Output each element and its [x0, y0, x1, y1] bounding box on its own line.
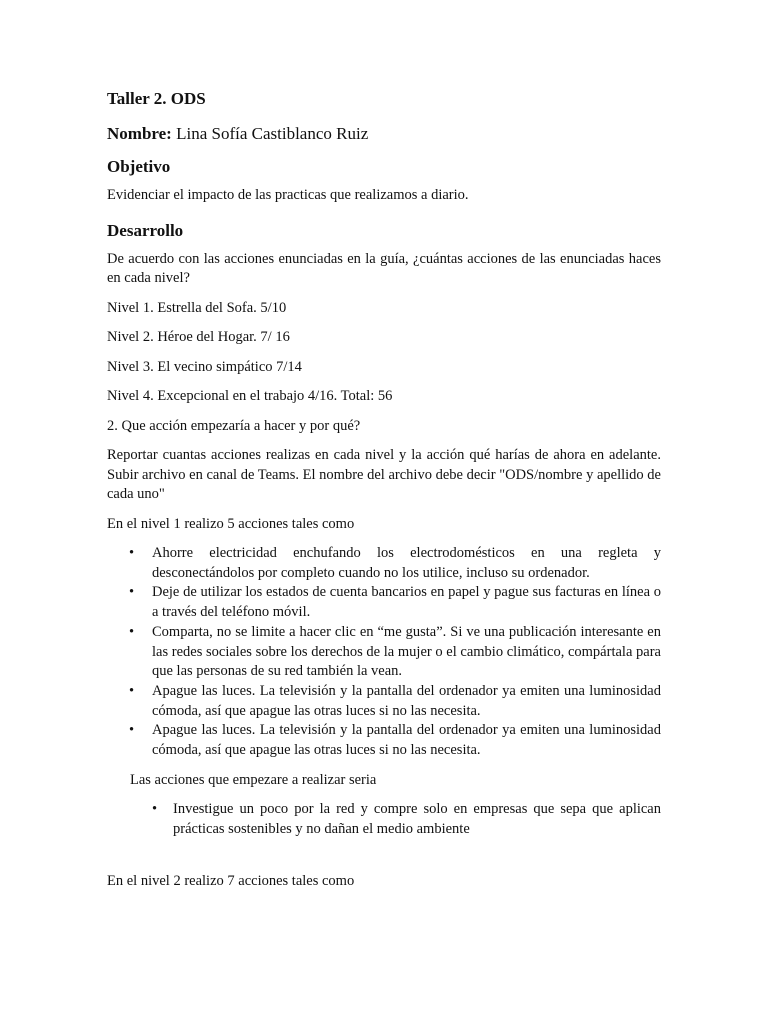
document-title: Taller 2. ODS	[107, 89, 206, 108]
name-value: Lina Sofía Castiblanco Ruiz	[176, 124, 369, 143]
list-item	[107, 721, 661, 760]
level1-action-list	[107, 544, 661, 761]
bullet-icon: •	[152, 801, 158, 818]
objective-text: Evidenciar el impacto de las practicas que realizamos a diario.	[107, 187, 469, 203]
list-item-text: Apague las luces. La televisión y la pantalla del ordenador ya emiten una luminosidad cómoda, así que apague las otras luces si no las necesita.	[152, 722, 661, 759]
question-1: De acuerdo con las acciones enunciadas en la guía, ¿cuántas acciones de las enunciadas haces en cada nivel?	[107, 250, 661, 286]
level-line-2: Nivel 2. Héroe del Hogar. 7/ 16	[107, 329, 290, 345]
student-name-line	[107, 123, 661, 145]
new-action-list	[107, 800, 661, 839]
objective-heading: Objetivo	[107, 157, 171, 176]
document-page	[107, 88, 661, 901]
list-item-text: Ahorre electricidad enchufando los electrodomésticos en una regleta y desconectándolos por completo cuando no los utilice, incluso su ordenador.	[152, 545, 661, 581]
list-item	[107, 583, 661, 622]
level2-intro: En el nivel 2 realizo 7 acciones tales como	[107, 872, 355, 889]
name-label: Nombre:	[107, 124, 172, 143]
bullet-icon: •	[129, 682, 135, 699]
bullet-icon: •	[129, 584, 135, 601]
level-line-4: Nivel 4. Excepcional en el trabajo 4/16. Total: 56	[107, 388, 393, 404]
list-item	[107, 544, 661, 583]
spacer	[107, 850, 661, 872]
instructions-text: Reportar cuantas acciones realizas en cada nivel y la acción qué harías de ahora en adelante. Subir archivo en canal de Teams. El nombre del archivo debe decir "ODS/nombre y apellido de cada uno"	[107, 447, 661, 502]
list-item-text: Apague las luces. La televisión y la pantalla del ordenador ya emiten una luminosidad cómoda, así que apague las otras luces si no las necesita.	[152, 682, 661, 719]
list-item	[107, 682, 661, 721]
level-line-3: Nivel 3. El vecino simpático 7/14	[107, 358, 302, 375]
list-item-text: Investigue un poco por la red y compre solo en empresas que sepa que aplican prácticas sostenibles y no dañan el medio ambiente	[173, 801, 661, 837]
question-2: 2. Que acción empezaría a hacer y por qué?	[107, 417, 361, 434]
development-heading: Desarrollo	[107, 220, 184, 240]
list-item-text: Comparta, no se limite a hacer clic en “me gusta”. Si ve una publicación interesante en las redes sociales sobre los derechos de la mujer o el cambio climático, compártala para que las personas de su red también la vean.	[152, 623, 661, 680]
list-item	[107, 800, 661, 839]
level-line-1: Nivel 1. Estrella del Sofa. 5/10	[107, 299, 287, 316]
level1-intro: En el nivel 1 realizo 5 acciones tales como	[107, 515, 355, 532]
list-item	[107, 623, 661, 682]
new-actions-intro: Las acciones que empezare a realizar seria	[130, 771, 377, 788]
bullet-icon: •	[129, 722, 135, 739]
list-item-text: Deje de utilizar los estados de cuenta bancarios en papel y pague sus facturas en línea o a través del teléfono móvil.	[152, 584, 661, 621]
bullet-icon: •	[129, 623, 135, 640]
bullet-icon: •	[129, 545, 135, 561]
